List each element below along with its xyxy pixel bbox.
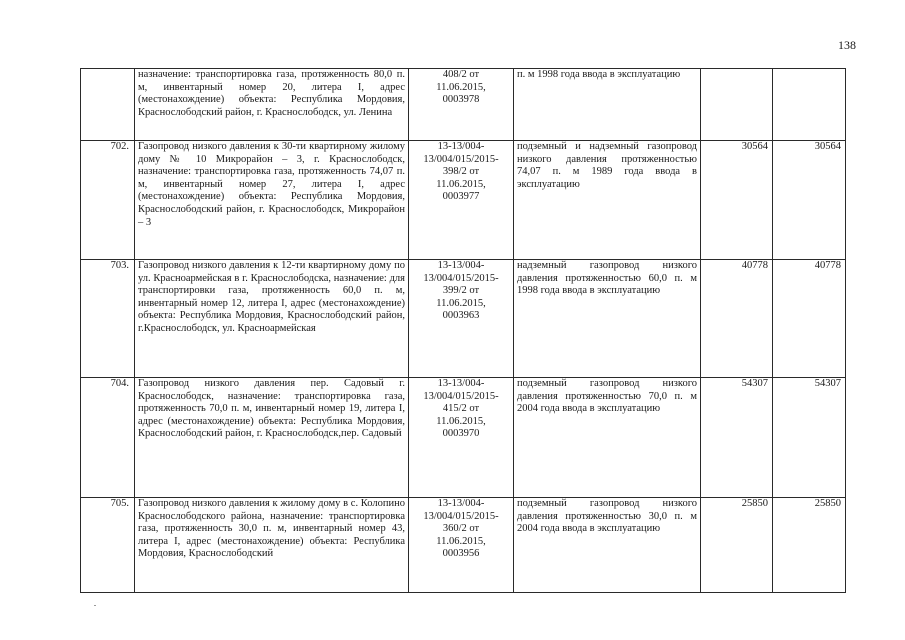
registration-record — [409, 141, 514, 260]
registration-text: 408/2 от 11.06.2015, 0003978 — [436, 69, 486, 106]
row-number — [81, 69, 135, 141]
object-description: Газопровод низкого давления к 30-ти квартирному жилому дому № 10 Микрорайон – 3, г. Краснослободск, назначение: транспортировка газа, протяженность 74,07 п. м, инвентарный номер 27, литера I, адрес (местонахождение) объекта: Республика Мордовия, Краснослободский район, г. Краснослободск, Микрорайон – 3 — [135, 141, 409, 260]
table-row — [81, 69, 846, 141]
object-description: Газопровод низкого давления к жилому дому в с. Колопино Краснослободского района, назначение: транспортировка газа, протяженность 30,0 п. м, инвентарный номер 43, литера I, адрес (местонахождение) объекта: Республика Мордовия, Краснослободский — [135, 498, 409, 593]
residual-value: 25850 — [773, 498, 846, 593]
registration-text: 13-13/004- 13/004/015/2015- 415/2 от 11.06.2015, 0003970 — [423, 378, 499, 440]
registration-text: 13-13/004- 13/004/015/2015- 360/2 от 11.06.2015, 0003956 — [423, 498, 499, 560]
registration-text: 13-13/004- 13/004/015/2015- 399/2 от 11.06.2015, 0003963 — [423, 260, 499, 322]
book-value: 40778 — [701, 260, 773, 378]
table-row — [81, 260, 846, 378]
book-value: 54307 — [701, 378, 773, 498]
residual-value: 54307 — [773, 378, 846, 498]
object-characteristics: п. м 1998 года ввода в эксплуатацию — [514, 69, 701, 141]
row-number: 704. — [81, 378, 135, 498]
object-characteristics: подземный газопровод низкого давления протяженностью 30,0 п. м 2004 года ввода в эксплуатацию — [514, 498, 701, 593]
row-number: 705. — [81, 498, 135, 593]
object-description: Газопровод низкого давления пер. Садовый г. Краснослободск, назначение: транспортировка газа, протяженность 70,0 п. м, инвентарный номер 19, литера I, адрес (местонахождение) объекта: Республика Мордовия, Краснослободский район, г. Краснослободск,пер. Садовый — [135, 378, 409, 498]
object-characteristics: подземный и надземный газопровод низкого давления протяженностью 74,07 п. м 1989 года ввода в эксплуатацию — [514, 141, 701, 260]
table-row — [81, 498, 846, 593]
book-value: 30564 — [701, 141, 773, 260]
scan-speck — [94, 605, 96, 606]
row-number: 702. — [81, 141, 135, 260]
registration-record — [409, 69, 514, 141]
residual-value: 40778 — [773, 260, 846, 378]
registration-text: 13-13/004- 13/004/015/2015- 398/2 от 11.06.2015, 0003977 — [423, 141, 499, 203]
residual-value: 30564 — [773, 141, 846, 260]
book-value: 25850 — [701, 498, 773, 593]
residual-value — [773, 69, 846, 141]
row-number: 703. — [81, 260, 135, 378]
registration-record — [409, 378, 514, 498]
registration-record — [409, 498, 514, 593]
table-row — [81, 378, 846, 498]
property-register-table — [80, 68, 846, 593]
object-characteristics: подземный газопровод низкого давления протяженностью 70,0 п. м 2004 года ввода в эксплуатацию — [514, 378, 701, 498]
book-value — [701, 69, 773, 141]
table-row — [81, 141, 846, 260]
registration-record — [409, 260, 514, 378]
object-characteristics: надземный газопровод низкого давления протяженностью 60,0 п. м 1998 года ввода в эксплуатацию — [514, 260, 701, 378]
object-description: назначение: транспортировка газа, протяженность 80,0 п. м, инвентарный номер 20, литера I, адрес (местонахождение) объекта: Республика Мордовия, Краснослободский район, г. Краснослободск, ул. Ленина — [135, 69, 409, 141]
page-number: 138 — [838, 38, 856, 52]
object-description: Газопровод низкого давления к 12-ти квартирному дому по ул. Красноармейская в г. Краснослободска, назначение: для транспортировки газа, протяженность 60,0 п. м, инвентарный номер 12, литера I, адрес (местонахождение) объекта: Республика Мордовия, Краснослободский район, г.Краснослободск, ул. Красноармейская — [135, 260, 409, 378]
